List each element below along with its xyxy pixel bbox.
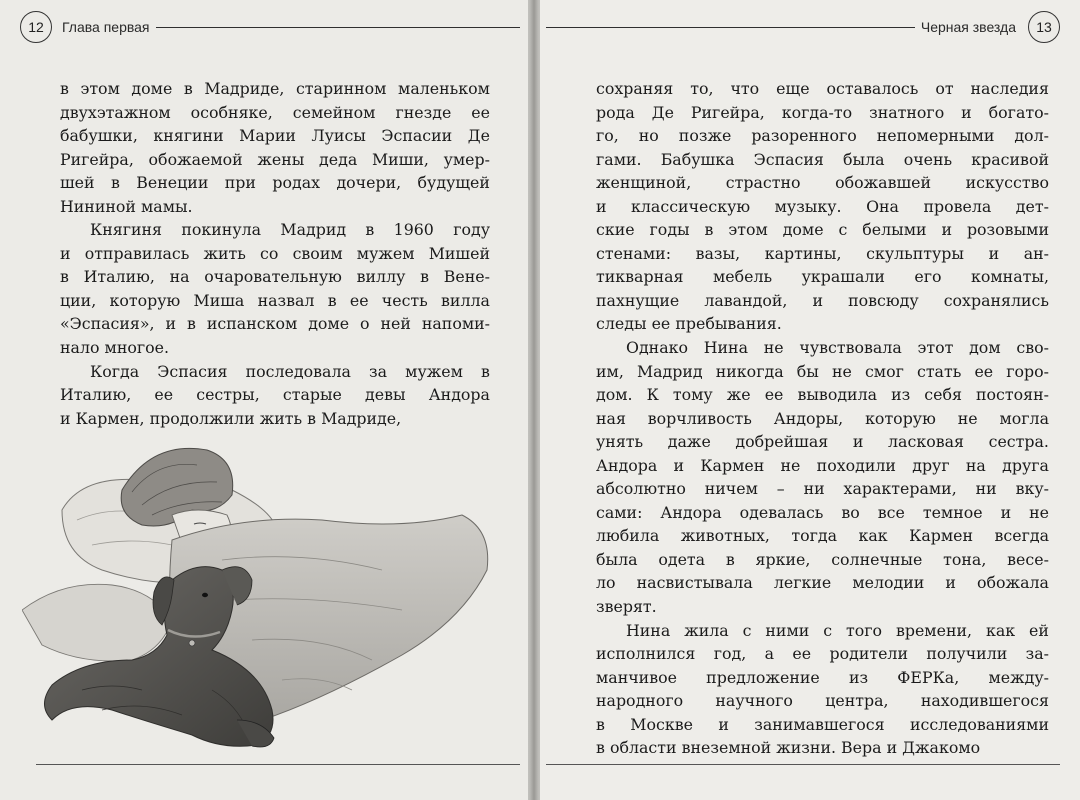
text-line: дом. К тому же ее выводила из себя постоян- <box>596 385 1049 405</box>
text-line: ло насвистывала легкие мелодии и обожала <box>596 573 1049 593</box>
text-line: следы ее пребывания. <box>596 314 782 334</box>
right-page <box>540 0 1080 800</box>
text-line: Ригейра, обожаемой жены деда Миши, умер- <box>60 149 490 169</box>
text-line: гами. Бабушка Эспасия была очень красивой <box>596 149 1049 169</box>
text-line: пахнущие лавандой, и повсюду сохранялись <box>596 290 1049 310</box>
running-header <box>540 10 1080 44</box>
text-line: шей в Венеции при родах дочери, будущей <box>60 173 490 193</box>
text-line: Однако Нина не чувствовала этот дом сво- <box>626 338 1049 358</box>
page-number: 13 <box>1028 11 1060 43</box>
text-line: и отправилась жить со своим мужем Мишей <box>60 243 490 263</box>
text-line: в Москве и занимавшегося исследованиями <box>596 714 1049 734</box>
text-line: манчивое предложение из ФЕРКа, между- <box>596 667 1049 687</box>
text-line: Италию, ее сестры, старые девы Андора <box>60 385 490 405</box>
text-line: тикварная мебель украшали его комнаты, <box>596 267 1049 287</box>
text-line: Когда Эспасия последовала за мужем в <box>90 361 490 381</box>
text-line: нало многое. <box>60 338 170 358</box>
text-line: го, но позже разоренного непомерными дол- <box>596 126 1049 146</box>
text-line: и классическую музыку. Она провела дет- <box>596 196 1049 216</box>
text-line: и Кармен, продолжили жить в Мадриде, <box>60 408 402 428</box>
text-line: стенами: вазы, картины, скульптуры и ан- <box>596 243 1049 263</box>
body-text <box>60 77 490 430</box>
text-line: Нина жила с ними с того времени, как ей <box>626 620 1049 640</box>
sleeping-girl-and-dog-illustration <box>22 420 492 765</box>
text-line: абсолютно ничем – ни характерами, ни вку- <box>596 479 1049 499</box>
body-text <box>596 77 1049 760</box>
text-line: в области внеземной жизни. Вера и Джакомо <box>596 738 981 758</box>
text-line: любила животных, тогда как Кармен всегда <box>596 526 1049 546</box>
text-line: им, Мадрид никогда бы не смог стать ее горо- <box>596 361 1049 381</box>
text-line: бабушки, княгини Марии Луисы Эспасии Де <box>60 126 490 146</box>
text-line: зверят. <box>596 597 657 617</box>
text-line: сами: Андора одевалась во все темное и не <box>596 502 1049 522</box>
text-line: рода Де Ригейра, когда-то знатного и богато- <box>596 102 1049 122</box>
text-line: Андора и Кармен не походили друг на друга <box>596 455 1049 475</box>
running-header <box>0 10 518 44</box>
running-head-title: Черная звезда <box>915 19 1022 35</box>
bottom-rule <box>546 764 1060 765</box>
text-line: в Италию, на очаровательную виллу в Вене- <box>60 267 490 287</box>
page-number: 12 <box>20 11 52 43</box>
text-line: двухэтажном особняке, семейном гнезде ее <box>60 102 490 122</box>
text-line: исполнился год, а ее родители получили за- <box>596 644 1049 664</box>
text-line: ские годы в этом доме с белыми и розовыми <box>596 220 1049 240</box>
text-line: ции, которую Миша назвал в ее честь вилла <box>60 290 490 310</box>
text-line: была одета в яркие, солнечные тона, весе- <box>596 549 1049 569</box>
text-line: ная ворчливость Андоры, которую не могла <box>596 408 1049 428</box>
text-line: народного научного центра, находившегося <box>596 691 1049 711</box>
text-line: в этом доме в Мадриде, старинном маленьком <box>60 79 490 98</box>
left-page <box>0 0 528 800</box>
text-line: «Эспасия», и в испанском доме о ней напоми- <box>60 314 490 334</box>
text-line: женщиной, страстно обожавшей искусство <box>596 173 1049 193</box>
text-line: сохраняя то, что еще оставалось от наследия <box>596 79 1049 98</box>
running-head-title: Глава первая <box>56 19 156 35</box>
text-line: Нининой мамы. <box>60 196 193 216</box>
text-line: унять даже добрейшая и ласковая сестра. <box>596 432 1049 452</box>
bottom-rule <box>36 764 520 765</box>
text-line: Княгиня покинула Мадрид в 1960 году <box>90 220 490 240</box>
